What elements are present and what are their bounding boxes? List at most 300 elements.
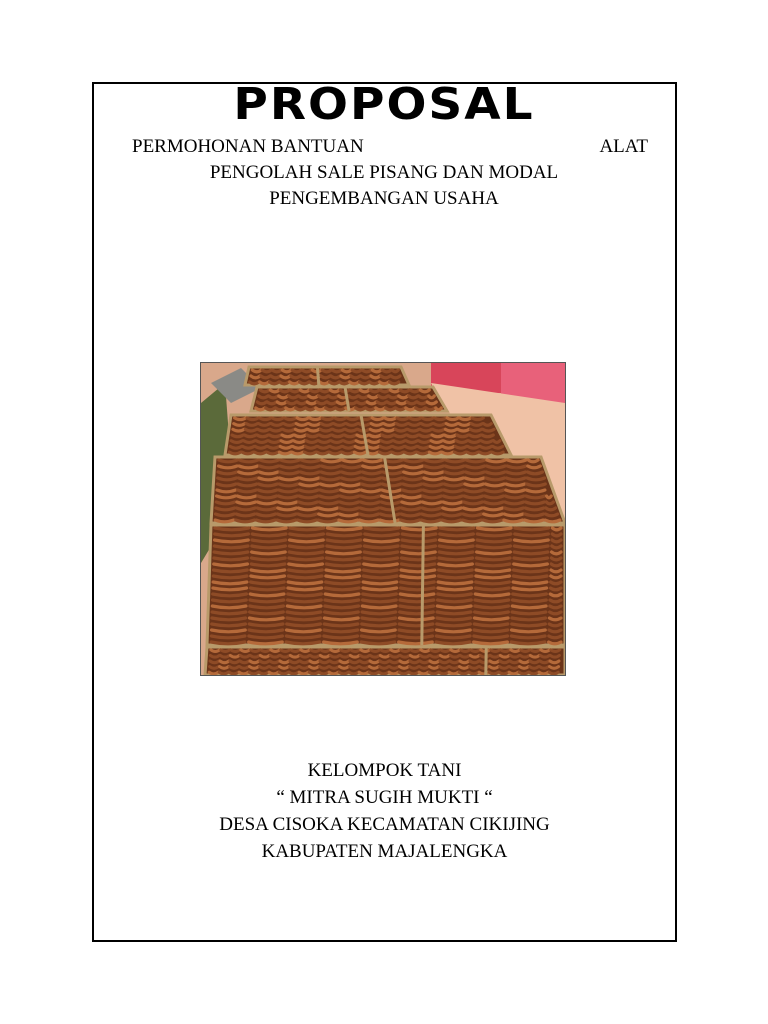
subtitle-line-1-left: PERMOHONAN BANTUAN [132,136,364,157]
banana-slice [444,484,463,486]
banana-slice [359,396,368,398]
banana-slice [290,534,324,536]
banana-slice [235,418,246,420]
banana-slice [259,424,270,426]
banana-slice [369,396,378,398]
banana-slice [399,630,433,632]
banana-slice [444,496,463,498]
banana-slice [296,408,305,410]
banana-slice [425,466,444,468]
banana-slice [214,570,248,572]
banana-slice [357,435,368,437]
banana-slice [362,630,396,632]
banana-slice [403,478,422,480]
banana-slice [286,408,295,410]
banana-slice [266,408,275,410]
banana-slice [270,390,279,392]
banana-slice [490,655,499,657]
banana-slice [467,452,478,454]
banana-slice [237,502,256,504]
banana-slice [466,466,485,468]
banana-slice [240,661,249,663]
banana-slice [321,472,340,474]
banana-slice [239,472,258,474]
banana-slice [512,606,546,608]
banana-slice [443,508,462,510]
banana-slice [399,642,433,644]
banana-slice [431,650,440,652]
banana-slice [456,441,467,443]
banana-slice [528,472,543,474]
banana-slice [422,508,441,510]
banana-slice [400,594,434,596]
banana-slice [260,655,269,657]
banana-slice [382,435,393,437]
banana-slice [260,390,269,392]
banana-slice [530,661,539,663]
banana-slice [402,540,436,542]
cover-photo [200,362,566,676]
banana-slice [327,552,361,554]
banana-slice [551,650,560,652]
banana-slice [454,452,465,454]
banana-slice [295,435,306,437]
banana-slice [439,558,473,560]
banana-slice [394,441,405,443]
banana-slice [249,630,283,632]
banana-slice [301,650,310,652]
banana-slice [319,441,330,443]
banana-slice [219,460,238,462]
banana-slice [400,588,434,590]
banana-slice [270,382,279,384]
banana-slice [443,502,462,504]
banana-slice [380,655,389,657]
banana-slice [301,376,310,378]
banana-slice [260,661,269,663]
banana-slice [277,514,296,516]
banana-slice [236,514,255,516]
banana-slice [309,672,318,674]
banana-slice [364,570,398,572]
banana-slice [259,472,278,474]
banana-slice [330,661,339,663]
banana-slice [249,672,258,674]
banana-slice [514,546,548,548]
banana-slice [310,655,319,657]
banana-slice [439,564,473,566]
banana-slice [290,382,299,384]
banana-slice [252,528,286,530]
banana-slice [419,396,428,398]
banana-slice [260,667,269,669]
banana-slice [458,429,469,431]
banana-slice [475,606,509,608]
banana-slice [541,650,550,652]
banana-slice [300,390,309,392]
banana-slice [260,466,279,468]
banana-slice [401,576,435,578]
banana-slice [436,636,470,638]
banana-slice [399,624,433,626]
banana-slice [238,478,257,480]
banana-slice [506,484,525,486]
banana-slice [214,546,248,548]
banana-slice [349,396,358,398]
banana-slice [552,552,561,554]
banana-slice [410,390,419,392]
banana-slice [307,435,318,437]
banana-slice [210,655,219,657]
banana-slice [437,612,471,614]
banana-slice [325,606,359,608]
banana-slice [326,582,360,584]
banana-slice [335,418,346,420]
banana-slice [425,460,444,462]
banana-slice [395,435,406,437]
banana-slice [280,472,299,474]
banana-slice [445,435,456,437]
banana-slice [238,490,257,492]
banana-slice [345,429,356,431]
banana-slice [242,452,253,454]
banana-slice [365,540,399,542]
banana-slice [250,588,284,590]
banana-slice [499,672,508,674]
banana-slice [300,484,319,486]
banana-slice [261,650,270,652]
banana-slice [511,642,545,644]
banana-slice [299,502,318,504]
banana-slice [420,655,429,657]
banana-slice [420,667,429,669]
banana-slice [443,446,454,448]
banana-slice [384,424,395,426]
banana-slice [549,642,561,644]
banana-slice [319,514,338,516]
banana-slice [419,672,428,674]
banana-slice [287,618,321,620]
banana-slice [260,460,279,462]
banana-slice [219,466,238,468]
banana-slice [380,446,391,448]
banana-slice [363,472,382,474]
banana-slice [317,452,328,454]
banana-slice [249,642,283,644]
banana-slice [216,514,235,516]
banana-slice [515,534,549,536]
tray-divider-4 [422,525,424,645]
banana-slice [405,446,416,448]
banana-slice [382,370,391,372]
banana-slice [261,376,270,378]
banana-slice [326,564,360,566]
banana-slice [513,576,547,578]
banana-slice [460,667,469,669]
banana-slice [401,570,435,572]
banana-slice [251,650,260,652]
banana-slice [460,418,471,420]
banana-slice [476,582,510,584]
footer-line-3: DESA CISOKA KECAMATAN CIKIJING [219,814,550,835]
banana-slice [393,446,404,448]
banana-slice [429,396,435,398]
banana-slice [410,667,419,669]
banana-slice [347,418,358,420]
banana-slice [477,540,511,542]
banana-slice [377,402,386,404]
banana-slice [325,612,359,614]
banana-slice [340,508,359,510]
banana-slice [247,418,258,420]
banana-slice [530,655,539,657]
banana-slice [551,576,561,578]
banana-slice [406,441,417,443]
banana-slice [270,429,281,431]
banana-slice [361,650,370,652]
banana-slice [362,612,396,614]
banana-slice [552,546,561,548]
banana-slice [551,564,561,566]
banana-slice [371,650,380,652]
banana-slice [214,552,248,554]
banana-slice [540,661,549,663]
banana-slice [513,582,547,584]
banana-slice [429,452,440,454]
banana-slice [408,429,419,431]
banana-slice [297,418,308,420]
banana-slice [256,520,275,522]
banana-slice [407,402,416,404]
banana-slice [320,382,329,384]
banana-slice [307,402,316,404]
banana-slice [372,418,383,420]
banana-slice [445,429,456,431]
banana-slice [396,424,407,426]
banana-slice [487,466,506,468]
banana-slice [390,661,399,663]
banana-slice [484,514,503,516]
banana-slice [507,478,526,480]
banana-slice [330,667,339,669]
banana-slice [404,452,415,454]
banana-slice [469,441,480,443]
banana-slice [477,528,511,530]
banana-slice [514,570,548,572]
banana-slice [316,408,325,410]
banana-slice [460,655,469,657]
banana-slice [500,661,509,663]
banana-slice [474,630,508,632]
banana-slice [464,496,483,498]
banana-slice [507,466,526,468]
document-title: PROPOSAL [233,79,535,130]
banana-slice [460,661,469,663]
banana-slice [417,452,428,454]
banana-slice [525,508,544,510]
banana-slice [424,484,443,486]
banana-slice [401,650,410,652]
banana-slice [310,390,319,392]
banana-slice [399,672,408,674]
banana-slice [436,642,470,644]
banana-slice [435,418,446,420]
banana-slice [475,612,509,614]
banana-slice [244,441,255,443]
banana-slice [484,502,503,504]
banana-slice [486,478,505,480]
banana-slice [320,655,329,657]
banana-slice [359,424,370,426]
banana-slice [212,624,246,626]
banana-slice [327,546,361,548]
banana-slice [468,446,479,448]
banana-slice [401,582,435,584]
banana-slice [340,655,349,657]
banana-slice [211,650,220,652]
banana-slice [505,502,524,504]
banana-slice [278,502,297,504]
banana-slice [434,424,445,426]
banana-slice [306,408,315,410]
banana-slice [232,435,243,437]
banana-slice [298,514,317,516]
banana-slice [250,600,284,602]
banana-slice [300,667,309,669]
banana-slice [361,376,370,378]
banana-slice [300,661,309,663]
banana-slice [402,534,436,536]
banana-slice [470,429,481,431]
banana-slice [230,661,239,663]
banana-slice [229,452,240,454]
banana-slice [371,424,382,426]
banana-slice [424,478,443,480]
banana-slice [550,600,561,602]
banana-slice [364,546,398,548]
banana-slice [552,528,561,530]
banana-slice [271,376,280,378]
banana-slice [424,472,443,474]
banana-slice [325,600,359,602]
banana-slice [514,564,548,566]
banana-slice [470,435,481,437]
banana-slice [272,370,281,372]
banana-slice [287,402,296,404]
banana-slice [521,650,530,652]
banana-slice [251,570,285,572]
banana-slice [287,630,321,632]
banana-slice [341,376,350,378]
banana-slice [281,460,300,462]
banana-slice [290,528,324,530]
banana-slice [370,382,379,384]
banana-slice [438,594,472,596]
banana-slice [444,490,463,492]
banana-slice [356,408,365,410]
footer-line-1: KELOMPOK TANI [307,760,462,781]
banana-slice [399,396,408,398]
banana-slice [409,396,418,398]
banana-slice [329,452,340,454]
banana-slice [327,402,336,404]
banana-slice [278,508,297,510]
banana-slice [483,520,502,522]
banana-slice [298,520,317,522]
banana-slice [387,402,396,404]
banana-slice [445,478,464,480]
banana-slice [420,429,431,431]
banana-slice [295,429,306,431]
banana-slice [322,418,333,420]
banana-slice [520,655,529,657]
banana-slice [213,588,247,590]
banana-slice [259,672,268,674]
banana-slice [463,508,482,510]
document-footer [92,757,677,865]
banana-slice [549,618,561,620]
banana-slice [474,618,508,620]
banana-slice [251,564,285,566]
subtitle-line-3: PENGEMBANGAN USAHA [269,188,499,209]
banana-slice [545,520,560,522]
banana-slice [341,484,360,486]
banana-slice [217,484,236,486]
banana-slice [513,588,547,590]
banana-slice [324,630,358,632]
banana-slice [401,558,435,560]
banana-slice [531,650,540,652]
banana-slice [506,490,525,492]
banana-slice [474,642,508,644]
banana-slice [477,552,511,554]
banana-slice [440,661,449,663]
banana-slice [421,520,440,522]
banana-slice [381,441,392,443]
banana-slice [267,452,278,454]
banana-slice [550,667,559,669]
banana-slice [218,472,237,474]
banana-slice [466,460,485,462]
banana-slice [437,618,471,620]
banana-slice [296,424,307,426]
banana-slice [250,612,284,614]
banana-slice [479,452,490,454]
banana-slice [301,472,320,474]
banana-slice [330,655,339,657]
banana-slice [383,429,394,431]
banana-slice [400,600,434,602]
banana-slice [510,661,519,663]
banana-slice [463,514,482,516]
banana-slice [368,446,379,448]
banana-slice [332,435,343,437]
banana-slice [485,490,504,492]
banana-slice [432,435,443,437]
banana-slice [330,382,339,384]
banana-slice [321,424,332,426]
banana-slice [445,466,464,468]
banana-slice [450,667,459,669]
banana-slice [438,576,472,578]
banana-slice [363,576,397,578]
banana-slice [421,424,432,426]
banana-slice [385,418,396,420]
banana-slice [279,496,298,498]
banana-slice [401,564,435,566]
footer-line-2: “ MITRA SUGIH MUKTI “ [276,787,493,808]
banana-slice [399,618,433,620]
